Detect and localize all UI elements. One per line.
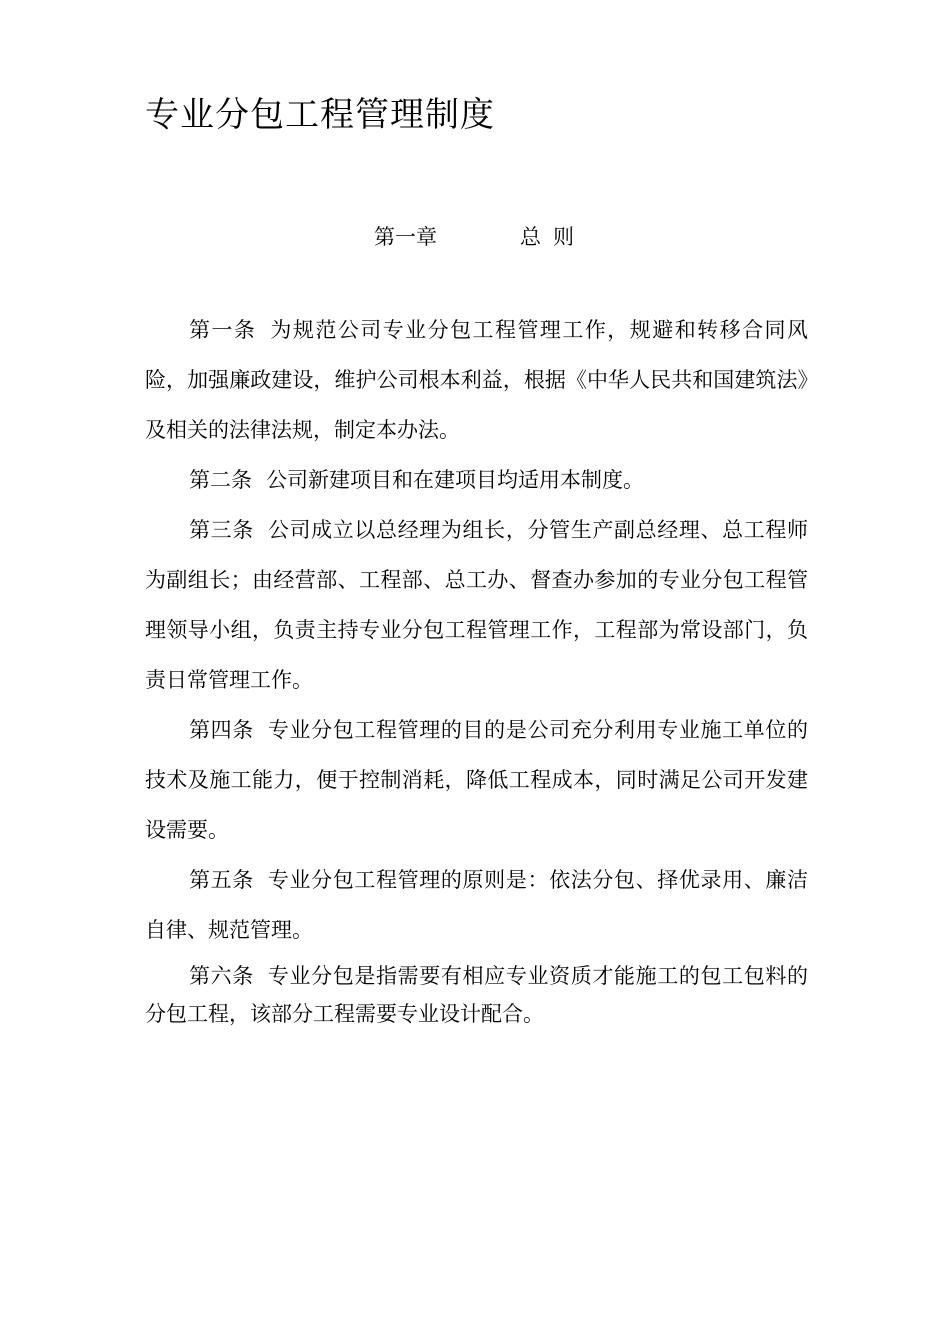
article-text: 公司成立以总经理为组长，分管生产副总经理、总工程师为副组长；由经营部、工程部、总工办、督查办参加的专业分包工程管理领导小组，负责主持专业分包工程管理工作，工程部为常设部门，负责日常管理工作。	[145, 518, 808, 692]
chapter-name: 总则	[520, 225, 586, 249]
article-text: 专业分包工程管理的原则是：依法分包、择优录用、廉洁自律、规范管理。	[145, 868, 808, 942]
article-1	[145, 305, 808, 455]
document-title: 专业分包工程管理制度	[145, 95, 495, 135]
article-text: 专业分包工程管理的目的是公司充分利用专业施工单位的技术及施工能力，便于控制消耗，降低工程成本，同时满足公司开发建设需要。	[145, 718, 808, 842]
article-5	[145, 855, 808, 955]
article-label: 第一条	[189, 318, 257, 342]
article-label: 第四条	[189, 718, 254, 742]
article-2	[145, 455, 808, 505]
article-3	[145, 505, 808, 705]
article-6	[145, 957, 808, 1033]
article-4	[145, 705, 808, 855]
article-text: 专业分包是指需要有相应专业资质才能施工的包工包料的分包工程，该部分工程需要专业设计配合。	[145, 964, 808, 1026]
article-label: 第五条	[189, 868, 254, 892]
article-label: 第六条	[189, 964, 254, 988]
article-text: 为规范公司专业分包工程管理工作，规避和转移合同风险，加强廉政建设，维护公司根本利益，根据《中华人民共和国建筑法》及相关的法律法规，制定本办法。	[145, 318, 809, 442]
article-text: 公司新建项目和在建项目均适用本制度。	[266, 468, 644, 492]
chapter-number: 第一章	[374, 225, 437, 249]
article-label: 第二条	[189, 468, 252, 492]
document-body	[145, 305, 808, 1033]
article-label: 第三条	[189, 518, 254, 542]
